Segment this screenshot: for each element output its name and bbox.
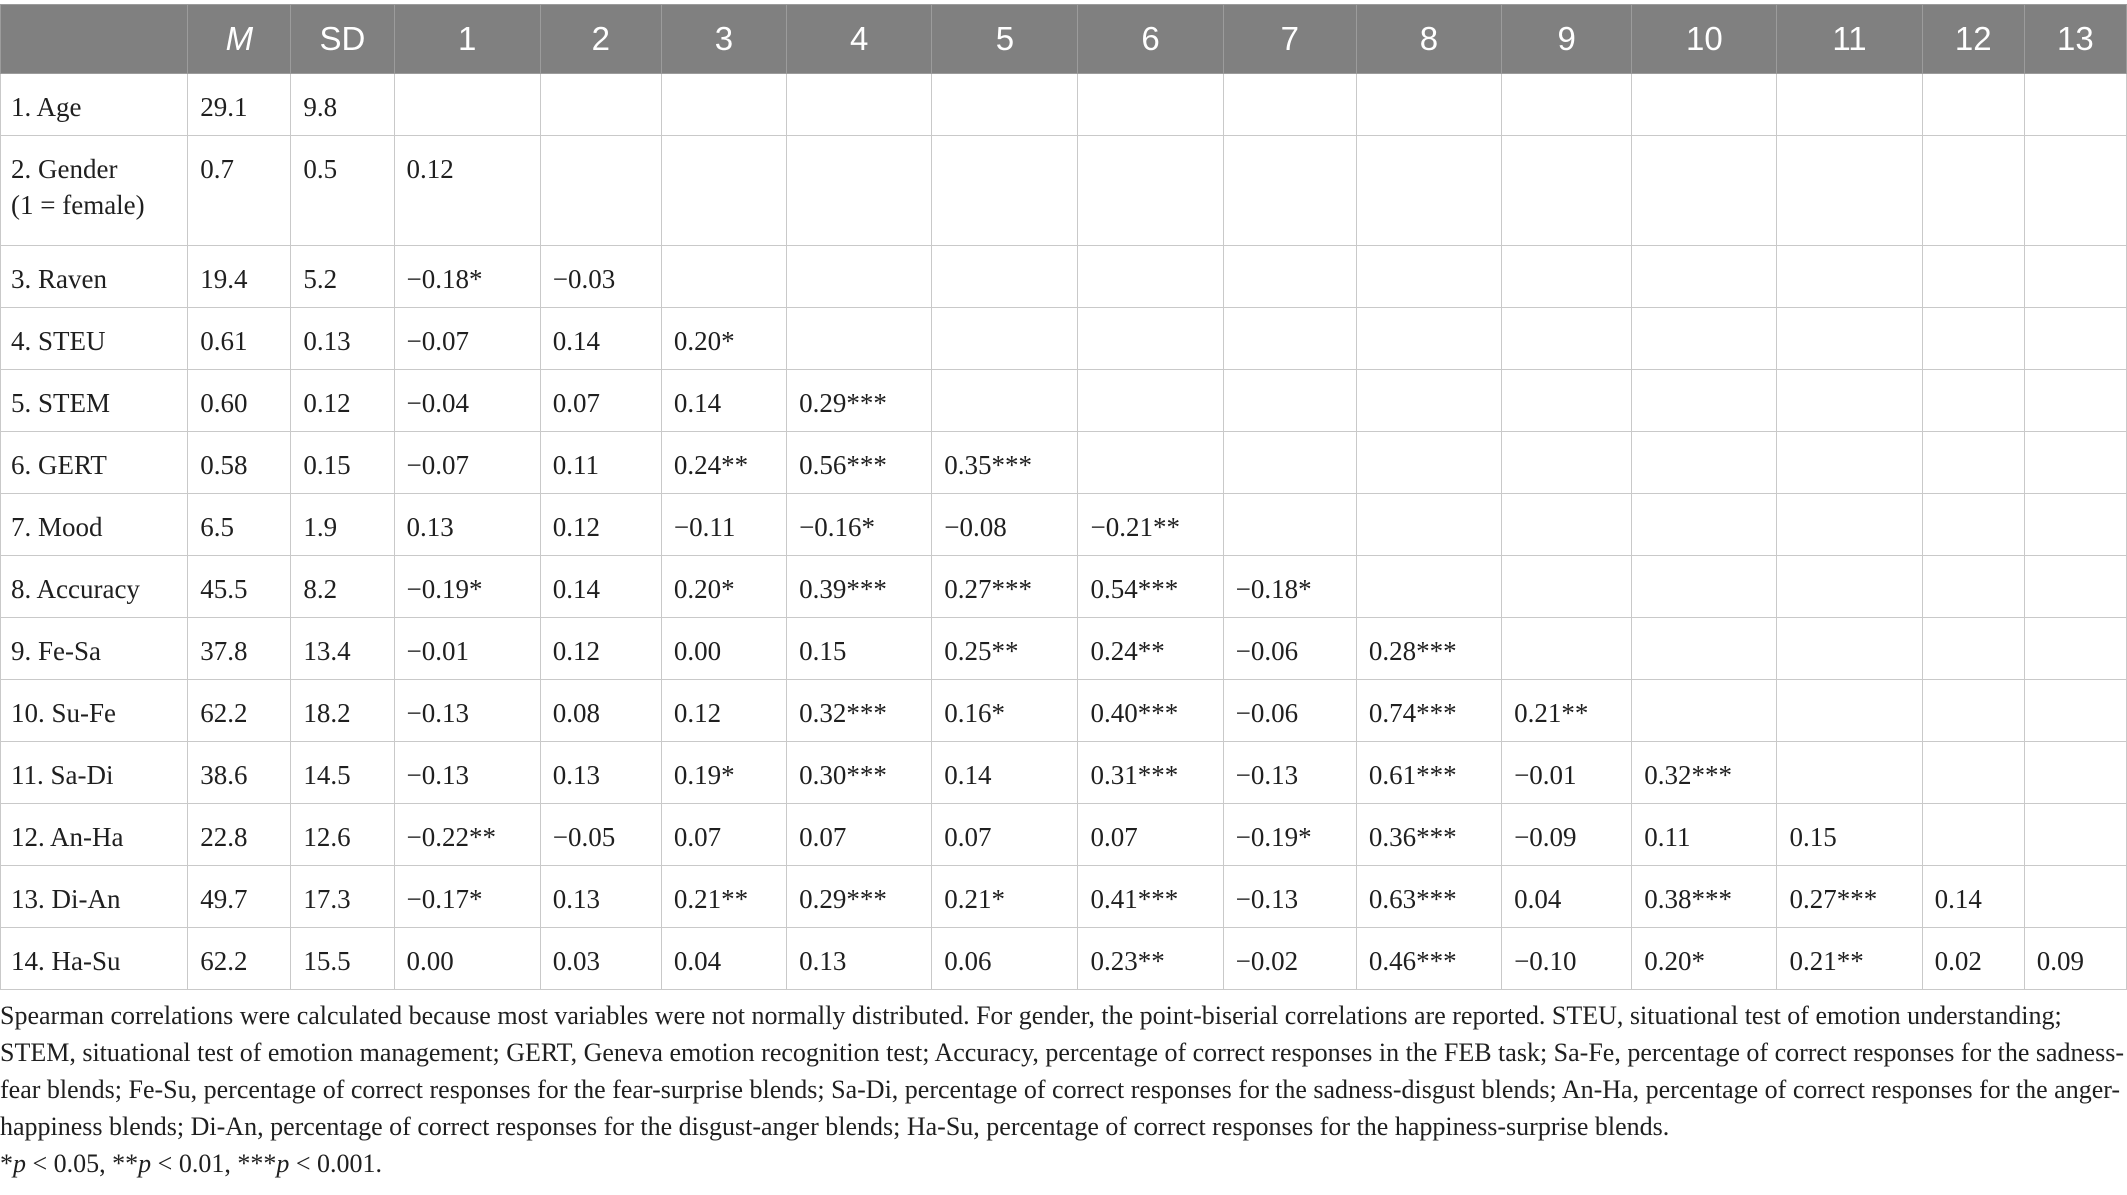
table-cell: −0.06 xyxy=(1223,618,1356,680)
table-cell xyxy=(2024,136,2126,246)
table-cell: 13.4 xyxy=(291,618,394,680)
table-row xyxy=(1,136,2127,246)
footnote-abbreviations: Spearman correlations were calculated because most variables were not normally distributed. For gender, the point-biserial correlations are reported. STEU, situational test of emotion understanding; STEM, situational test of emotion management; GERT, Geneva emotion recognition test; Accuracy, percentage of correct responses in the FEB task; Sa-Fe, percentage of correct responses for the sadness-fear blends; Fe-Su, percentage of correct responses for the fear-surprise blends; Sa-Di, percentage of correct responses for the sadness-disgust blends; An-Ha, percentage of correct responses for the anger-happiness blends; Di-An, percentage of correct responses for the disgust-anger blends; Ha-Su, percentage of correct responses for the happiness-surprise blends. xyxy=(0,1001,2124,1141)
table-cell xyxy=(2024,246,2126,308)
table-cell xyxy=(1632,494,1777,556)
table-cell: −0.05 xyxy=(540,804,661,866)
table-cell: 0.12 xyxy=(394,136,540,246)
table-cell xyxy=(1922,742,2024,804)
table-cell xyxy=(2024,308,2126,370)
table-cell xyxy=(1502,308,1632,370)
table-cell xyxy=(1632,370,1777,432)
table-cell: 18.2 xyxy=(291,680,394,742)
table-cell xyxy=(1502,136,1632,246)
row-label-line: 2. Gender xyxy=(11,154,118,184)
table-cell xyxy=(1356,494,1501,556)
table-cell xyxy=(1777,556,1922,618)
table-cell xyxy=(540,74,661,136)
table-cell: −0.19* xyxy=(1223,804,1356,866)
table-cell: 17.3 xyxy=(291,866,394,928)
table-cell: 0.38*** xyxy=(1632,866,1777,928)
row-label: 1. Age xyxy=(1,74,188,136)
table-cell xyxy=(932,136,1078,246)
table-cell xyxy=(1777,742,1922,804)
table-cell xyxy=(661,136,786,246)
table-cell: 0.28*** xyxy=(1356,618,1501,680)
table-cell: 0.19* xyxy=(661,742,786,804)
table-cell: 0.30*** xyxy=(787,742,932,804)
column-header: 9 xyxy=(1502,5,1632,74)
table-cell: 0.27*** xyxy=(932,556,1078,618)
column-header: 7 xyxy=(1223,5,1356,74)
table-cell: 0.07 xyxy=(932,804,1078,866)
table-cell: −0.13 xyxy=(394,680,540,742)
table-cell: 0.07 xyxy=(661,804,786,866)
table-cell xyxy=(1777,680,1922,742)
table-cell xyxy=(1502,556,1632,618)
correlation-table xyxy=(0,4,2127,990)
table-cell xyxy=(1502,370,1632,432)
table-header-row xyxy=(1,5,2127,74)
table-cell xyxy=(787,136,932,246)
table-cell: 0.24** xyxy=(1078,618,1223,680)
table-row xyxy=(1,556,2127,618)
table-cell xyxy=(1223,432,1356,494)
table-cell: 0.12 xyxy=(540,494,661,556)
table-cell: −0.07 xyxy=(394,432,540,494)
table-cell xyxy=(787,74,932,136)
table-cell: 0.20* xyxy=(661,308,786,370)
table-cell: 0.41*** xyxy=(1078,866,1223,928)
table-cell: 0.14 xyxy=(540,556,661,618)
table-cell xyxy=(1356,432,1501,494)
column-header: 13 xyxy=(2024,5,2126,74)
table-cell: −0.16* xyxy=(787,494,932,556)
table-cell: −0.18* xyxy=(1223,556,1356,618)
column-header: 6 xyxy=(1078,5,1223,74)
table-row xyxy=(1,680,2127,742)
table-cell: 0.31*** xyxy=(1078,742,1223,804)
table-cell xyxy=(1356,246,1501,308)
table-cell: −0.01 xyxy=(394,618,540,680)
table-cell: 0.39*** xyxy=(787,556,932,618)
table-cell xyxy=(1223,246,1356,308)
table-row xyxy=(1,370,2127,432)
table-cell xyxy=(1922,680,2024,742)
row-label xyxy=(1,136,188,246)
table-cell xyxy=(1502,74,1632,136)
table-cell: 0.21** xyxy=(1777,928,1922,990)
table-cell xyxy=(1078,136,1223,246)
table-cell xyxy=(1502,246,1632,308)
table-cell xyxy=(1078,246,1223,308)
table-cell: 0.61*** xyxy=(1356,742,1501,804)
table-cell xyxy=(1223,494,1356,556)
sig-text-2: < 0.05, ** xyxy=(26,1149,139,1178)
table-cell xyxy=(1356,136,1501,246)
table-cell xyxy=(1922,308,2024,370)
table-cell: 0.21* xyxy=(932,866,1078,928)
table-cell: 8.2 xyxy=(291,556,394,618)
header-blank xyxy=(1,5,188,74)
table-cell: −0.13 xyxy=(1223,866,1356,928)
table-cell: 0.07 xyxy=(787,804,932,866)
table-cell xyxy=(2024,866,2126,928)
table-cell: 0.11 xyxy=(1632,804,1777,866)
column-header: 3 xyxy=(661,5,786,74)
sig-text-4: < 0.001. xyxy=(289,1149,383,1178)
table-cell xyxy=(1502,432,1632,494)
row-label: 6. GERT xyxy=(1,432,188,494)
table-cell: 0.04 xyxy=(1502,866,1632,928)
table-cell xyxy=(1223,308,1356,370)
table-cell xyxy=(1922,556,2024,618)
table-cell: −0.19* xyxy=(394,556,540,618)
sig-text-3: < 0.01, *** xyxy=(151,1149,277,1178)
table-cell: 0.13 xyxy=(394,494,540,556)
table-cell: 0.13 xyxy=(291,308,394,370)
table-cell xyxy=(1922,136,2024,246)
row-label: 3. Raven xyxy=(1,246,188,308)
column-header: 10 xyxy=(1632,5,1777,74)
table-cell xyxy=(1356,74,1501,136)
table-cell: −0.06 xyxy=(1223,680,1356,742)
table-cell xyxy=(1632,74,1777,136)
table-cell: −0.18* xyxy=(394,246,540,308)
table-cell xyxy=(1078,370,1223,432)
table-cell: 15.5 xyxy=(291,928,394,990)
table-cell xyxy=(1632,308,1777,370)
table-cell: −0.13 xyxy=(1223,742,1356,804)
table-cell: 0.58 xyxy=(188,432,291,494)
table-cell: 22.8 xyxy=(188,804,291,866)
table-row xyxy=(1,308,2127,370)
table-cell: 0.36*** xyxy=(1356,804,1501,866)
table-cell xyxy=(1777,308,1922,370)
table-cell: −0.01 xyxy=(1502,742,1632,804)
table-cell: 0.16* xyxy=(932,680,1078,742)
table-cell xyxy=(1922,432,2024,494)
table-cell: 0.14 xyxy=(1922,866,2024,928)
table-cell: −0.10 xyxy=(1502,928,1632,990)
table-cell xyxy=(1777,432,1922,494)
sig-p-2: p xyxy=(138,1149,152,1178)
table-cell: −0.22** xyxy=(394,804,540,866)
table-cell xyxy=(1632,556,1777,618)
table-cell: 0.15 xyxy=(291,432,394,494)
table-cell: 0.04 xyxy=(661,928,786,990)
table-cell: −0.09 xyxy=(1502,804,1632,866)
row-label: 11. Sa-Di xyxy=(1,742,188,804)
table-cell: 0.56*** xyxy=(787,432,932,494)
table-cell: 6.5 xyxy=(188,494,291,556)
table-cell xyxy=(932,308,1078,370)
table-cell xyxy=(1078,308,1223,370)
table-cell: −0.07 xyxy=(394,308,540,370)
table-cell xyxy=(1356,370,1501,432)
table-cell xyxy=(1223,136,1356,246)
table-cell xyxy=(1632,432,1777,494)
table-cell: 0.03 xyxy=(540,928,661,990)
table-cell xyxy=(1632,680,1777,742)
sig-p-3: p xyxy=(276,1149,290,1178)
row-label: 5. STEM xyxy=(1,370,188,432)
row-label-line: (1 = female) xyxy=(11,190,145,220)
column-header: 11 xyxy=(1777,5,1922,74)
footnote-significance xyxy=(0,1145,2127,1182)
table-cell xyxy=(1922,618,2024,680)
table-cell xyxy=(540,136,661,246)
table-cell: 0.32*** xyxy=(1632,742,1777,804)
row-label: 10. Su-Fe xyxy=(1,680,188,742)
table-cell xyxy=(1502,494,1632,556)
table-cell: 0.63*** xyxy=(1356,866,1501,928)
table-cell xyxy=(2024,618,2126,680)
table-cell: 0.14 xyxy=(661,370,786,432)
table-cell: 0.07 xyxy=(1078,804,1223,866)
table-cell: 0.12 xyxy=(661,680,786,742)
table-cell xyxy=(787,246,932,308)
table-cell: 0.23** xyxy=(1078,928,1223,990)
table-cell: −0.03 xyxy=(540,246,661,308)
table-cell: 62.2 xyxy=(188,928,291,990)
table-cell xyxy=(2024,680,2126,742)
table-cell: −0.13 xyxy=(394,742,540,804)
table-cell: 0.29*** xyxy=(787,866,932,928)
table-cell: 0.12 xyxy=(540,618,661,680)
column-header: 8 xyxy=(1356,5,1501,74)
table-cell: 0.29*** xyxy=(787,370,932,432)
table-cell: 9.8 xyxy=(291,74,394,136)
table-cell: 45.5 xyxy=(188,556,291,618)
table-row xyxy=(1,804,2127,866)
table-cell: 0.13 xyxy=(540,742,661,804)
table-cell: 0.21** xyxy=(1502,680,1632,742)
table-cell xyxy=(1078,74,1223,136)
table-cell: 0.54*** xyxy=(1078,556,1223,618)
table-row xyxy=(1,74,2127,136)
table-cell xyxy=(932,246,1078,308)
table-cell: 0.13 xyxy=(540,866,661,928)
table-cell: 0.5 xyxy=(291,136,394,246)
table-cell: −0.17* xyxy=(394,866,540,928)
table-cell: 0.09 xyxy=(2024,928,2126,990)
table-cell: 0.08 xyxy=(540,680,661,742)
table-row xyxy=(1,432,2127,494)
table-cell: 0.35*** xyxy=(932,432,1078,494)
table-cell: 0.27*** xyxy=(1777,866,1922,928)
column-header: 4 xyxy=(787,5,932,74)
table-cell xyxy=(1356,308,1501,370)
table-cell: 0.21** xyxy=(661,866,786,928)
table-cell xyxy=(1922,494,2024,556)
table-cell: 0.13 xyxy=(787,928,932,990)
table-cell: 5.2 xyxy=(291,246,394,308)
table-cell: −0.11 xyxy=(661,494,786,556)
table-cell xyxy=(1922,370,2024,432)
table-cell: −0.02 xyxy=(1223,928,1356,990)
table-cell xyxy=(1632,618,1777,680)
table-cell: 0.14 xyxy=(540,308,661,370)
table-cell xyxy=(932,74,1078,136)
table-cell xyxy=(787,308,932,370)
table-cell: 0.20* xyxy=(1632,928,1777,990)
table-cell: −0.21** xyxy=(1078,494,1223,556)
table-cell: 0.00 xyxy=(394,928,540,990)
column-header: M xyxy=(188,5,291,74)
table-cell xyxy=(1777,136,1922,246)
column-header: 2 xyxy=(540,5,661,74)
table-cell: 0.06 xyxy=(932,928,1078,990)
table-cell: −0.08 xyxy=(932,494,1078,556)
table-cell xyxy=(661,246,786,308)
column-header: SD xyxy=(291,5,394,74)
table-cell: 0.12 xyxy=(291,370,394,432)
table-cell xyxy=(394,74,540,136)
table-cell xyxy=(1223,370,1356,432)
table-cell xyxy=(2024,74,2126,136)
table-cell: 0.46*** xyxy=(1356,928,1501,990)
table-cell: 38.6 xyxy=(188,742,291,804)
table-cell xyxy=(2024,556,2126,618)
row-label: 9. Fe-Sa xyxy=(1,618,188,680)
table-cell: −0.04 xyxy=(394,370,540,432)
table-cell: 49.7 xyxy=(188,866,291,928)
table-cell: 0.00 xyxy=(661,618,786,680)
table-cell xyxy=(1922,246,2024,308)
table-cell xyxy=(1223,74,1356,136)
table-cell: 0.60 xyxy=(188,370,291,432)
table-cell: 0.14 xyxy=(932,742,1078,804)
table-cell: 0.25** xyxy=(932,618,1078,680)
row-label: 13. Di-An xyxy=(1,866,188,928)
table-cell xyxy=(1777,370,1922,432)
table-cell xyxy=(1632,246,1777,308)
table-cell xyxy=(1777,246,1922,308)
table-cell: 62.2 xyxy=(188,680,291,742)
column-header: 5 xyxy=(932,5,1078,74)
table-cell: 0.24** xyxy=(661,432,786,494)
column-header: 1 xyxy=(394,5,540,74)
table-row xyxy=(1,742,2127,804)
table-cell: 0.02 xyxy=(1922,928,2024,990)
table-row xyxy=(1,866,2127,928)
correlation-table-container xyxy=(0,4,2127,990)
table-row xyxy=(1,494,2127,556)
table-cell xyxy=(1922,74,2024,136)
table-cell xyxy=(2024,432,2126,494)
row-label: 12. An-Ha xyxy=(1,804,188,866)
table-cell xyxy=(2024,804,2126,866)
table-cell xyxy=(932,370,1078,432)
table-cell: 19.4 xyxy=(188,246,291,308)
table-cell: 0.20* xyxy=(661,556,786,618)
table-cell xyxy=(1356,556,1501,618)
table-cell xyxy=(1777,618,1922,680)
row-label: 4. STEU xyxy=(1,308,188,370)
table-cell: 0.74*** xyxy=(1356,680,1501,742)
table-cell xyxy=(1922,804,2024,866)
table-cell xyxy=(2024,494,2126,556)
table-cell xyxy=(1632,136,1777,246)
table-cell xyxy=(2024,742,2126,804)
table-cell: 12.6 xyxy=(291,804,394,866)
table-cell: 1.9 xyxy=(291,494,394,556)
sig-text-1: * xyxy=(0,1149,13,1178)
table-cell: 0.11 xyxy=(540,432,661,494)
table-cell: 0.15 xyxy=(787,618,932,680)
table-cell: 0.7 xyxy=(188,136,291,246)
table-cell: 29.1 xyxy=(188,74,291,136)
table-cell xyxy=(1777,494,1922,556)
table-cell xyxy=(2024,370,2126,432)
row-label: 7. Mood xyxy=(1,494,188,556)
column-header: 12 xyxy=(1922,5,2024,74)
table-cell: 0.32*** xyxy=(787,680,932,742)
row-label: 14. Ha-Su xyxy=(1,928,188,990)
table-body xyxy=(1,74,2127,990)
table-cell xyxy=(661,74,786,136)
table-footnote xyxy=(0,997,2127,1182)
table-cell: 0.15 xyxy=(1777,804,1922,866)
table-row xyxy=(1,928,2127,990)
table-cell xyxy=(1777,74,1922,136)
table-cell xyxy=(1078,432,1223,494)
table-cell xyxy=(1502,618,1632,680)
row-label: 8. Accuracy xyxy=(1,556,188,618)
table-cell: 14.5 xyxy=(291,742,394,804)
table-cell: 0.61 xyxy=(188,308,291,370)
table-cell: 37.8 xyxy=(188,618,291,680)
table-row xyxy=(1,246,2127,308)
table-cell: 0.07 xyxy=(540,370,661,432)
sig-p-1: p xyxy=(13,1149,26,1178)
table-row xyxy=(1,618,2127,680)
table-cell: 0.40*** xyxy=(1078,680,1223,742)
